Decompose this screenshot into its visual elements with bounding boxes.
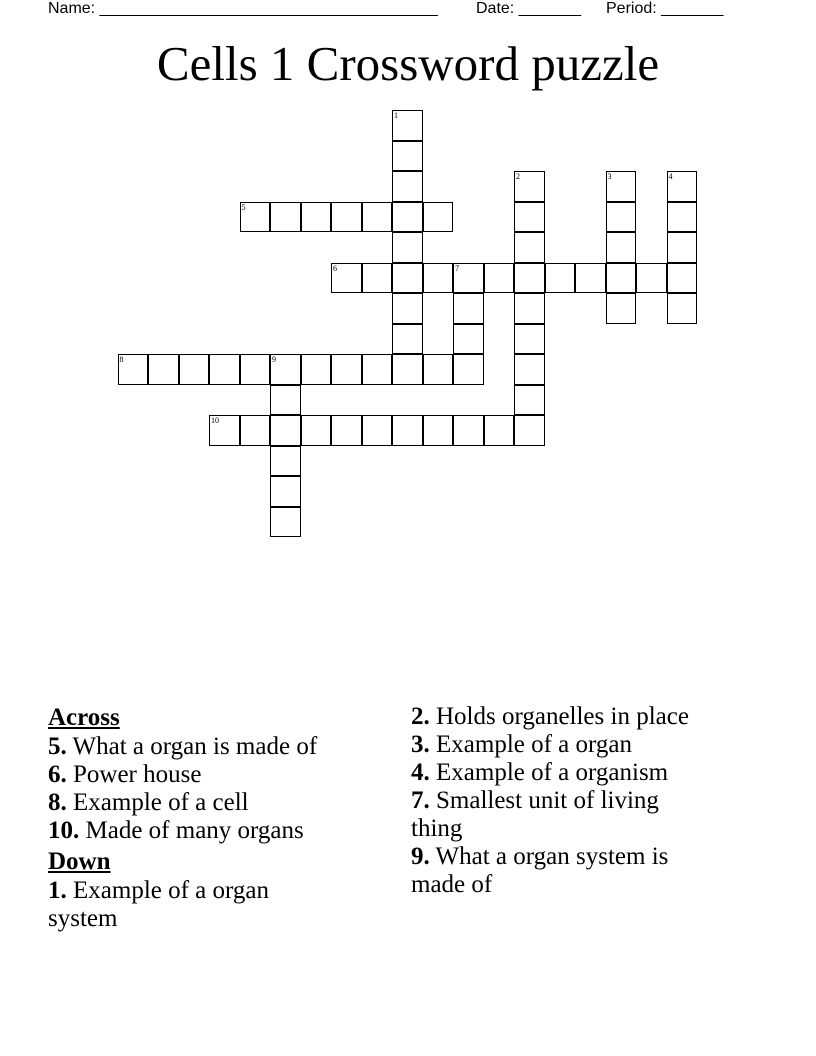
period-field-label: Period: _______	[606, 0, 724, 17]
grid-cell[interactable]	[362, 354, 393, 385]
grid-cell[interactable]	[392, 324, 423, 355]
clue-number-6: 6	[333, 263, 337, 273]
grid-cell[interactable]	[514, 293, 545, 324]
grid-cell[interactable]	[240, 202, 271, 233]
clue-number-5: 5	[241, 202, 246, 212]
grid-cell[interactable]	[667, 202, 698, 233]
grid-cell[interactable]	[362, 415, 393, 446]
clue-number-4: 4	[668, 172, 673, 181]
grid-cell[interactable]	[484, 263, 515, 294]
grid-cell[interactable]	[453, 263, 484, 294]
grid-cell[interactable]	[514, 232, 545, 263]
grid-cell[interactable]	[606, 171, 637, 202]
date-field-label: Date: _______	[476, 0, 581, 17]
grid-cell[interactable]	[240, 354, 271, 385]
grid-cell[interactable]	[453, 354, 484, 385]
grid-cell[interactable]	[392, 293, 423, 324]
clue-across-10: 10. Made of many organs	[48, 817, 304, 844]
clue-number-8: 8	[119, 355, 124, 364]
down-heading: Down	[48, 848, 111, 875]
grid-cell[interactable]	[362, 263, 393, 294]
grid-cell[interactable]	[331, 354, 362, 385]
grid-cell[interactable]	[301, 202, 332, 233]
clue-number-10: 10	[211, 416, 219, 425]
grid-cell[interactable]	[423, 354, 454, 385]
grid-cell[interactable]	[423, 202, 454, 233]
grid-cell[interactable]	[270, 476, 301, 507]
grid-cell[interactable]	[423, 263, 454, 294]
grid-cell[interactable]	[179, 354, 210, 385]
grid-cell[interactable]	[209, 354, 240, 385]
grid-cell[interactable]	[667, 232, 698, 263]
grid-cell[interactable]	[545, 263, 576, 294]
grid-cell[interactable]	[606, 293, 637, 324]
grid-cell[interactable]	[514, 171, 545, 202]
clue-down-9: 9. What a organ system is made of	[411, 843, 669, 898]
puzzle-title: Cells 1 Crossword puzzle	[156, 36, 660, 91]
grid-cell[interactable]	[514, 263, 545, 294]
clue-number-9: 9	[272, 355, 276, 364]
clue-number-1: 1	[394, 111, 398, 120]
clue-number-3: 3	[607, 172, 612, 181]
grid-cell[interactable]	[636, 263, 667, 294]
across-heading: Across	[48, 704, 120, 731]
grid-cell[interactable]	[118, 354, 149, 385]
grid-cell[interactable]	[270, 354, 301, 385]
clue-down-3: 3. Example of a organ	[411, 731, 632, 758]
grid-cell[interactable]	[270, 507, 301, 538]
grid-cell[interactable]	[514, 354, 545, 385]
grid-cell[interactable]	[331, 202, 362, 233]
grid-cell[interactable]	[453, 293, 484, 324]
grid-cell[interactable]	[270, 385, 301, 416]
grid-cell[interactable]	[148, 354, 179, 385]
grid-cell[interactable]	[453, 324, 484, 355]
name-field-label: Name: ______________________________________	[48, 0, 438, 17]
grid-cell[interactable]	[392, 171, 423, 202]
grid-cell[interactable]	[514, 415, 545, 446]
grid-cell[interactable]	[392, 232, 423, 263]
grid-cell[interactable]	[667, 263, 698, 294]
clue-down-4: 4. Example of a organism	[411, 759, 669, 786]
grid-cell[interactable]	[606, 263, 637, 294]
grid-cell[interactable]	[667, 293, 698, 324]
grid-cell[interactable]	[392, 141, 423, 172]
grid-cell[interactable]	[392, 354, 423, 385]
grid-cell[interactable]	[392, 110, 423, 141]
grid-cell[interactable]	[667, 171, 698, 202]
grid-cell[interactable]	[423, 415, 454, 446]
grid-cell[interactable]	[270, 415, 301, 446]
grid-cell[interactable]	[484, 415, 515, 446]
grid-cell[interactable]	[270, 202, 301, 233]
grid-cell[interactable]	[270, 446, 301, 477]
grid-cell[interactable]	[392, 263, 423, 294]
grid-cell[interactable]	[514, 385, 545, 416]
clue-number-2: 2	[516, 172, 520, 181]
clues-column-left	[48, 703, 378, 933]
grid-cell[interactable]	[575, 263, 606, 294]
grid-cell[interactable]	[209, 415, 240, 446]
grid-cell[interactable]	[362, 202, 393, 233]
clue-across-8: 8. Example of a cell	[48, 789, 249, 816]
clue-down-2: 2. Holds organelles in place	[411, 703, 689, 730]
clue-down-7: 7. Smallest unit of living thing	[411, 787, 659, 842]
grid-cell[interactable]	[392, 202, 423, 233]
grid-cell[interactable]	[453, 415, 484, 446]
clue-down-1: 1. Example of a organ system	[48, 877, 269, 932]
grid-cell[interactable]	[240, 415, 271, 446]
grid-cell[interactable]	[514, 324, 545, 355]
grid-cell[interactable]	[514, 202, 545, 233]
grid-cell[interactable]	[301, 415, 332, 446]
clue-across-6: 6. Power house	[48, 761, 202, 788]
grid-cell[interactable]	[606, 202, 637, 233]
clue-across-5: 5. What a organ is made of	[48, 733, 318, 760]
grid-cell[interactable]	[331, 415, 362, 446]
grid-cell[interactable]	[606, 232, 637, 263]
grid-cell[interactable]	[331, 263, 362, 294]
clues-column-right	[411, 703, 741, 899]
clue-number-7: 7	[455, 263, 459, 273]
grid-cell[interactable]	[301, 354, 332, 385]
grid-cell[interactable]	[392, 415, 423, 446]
